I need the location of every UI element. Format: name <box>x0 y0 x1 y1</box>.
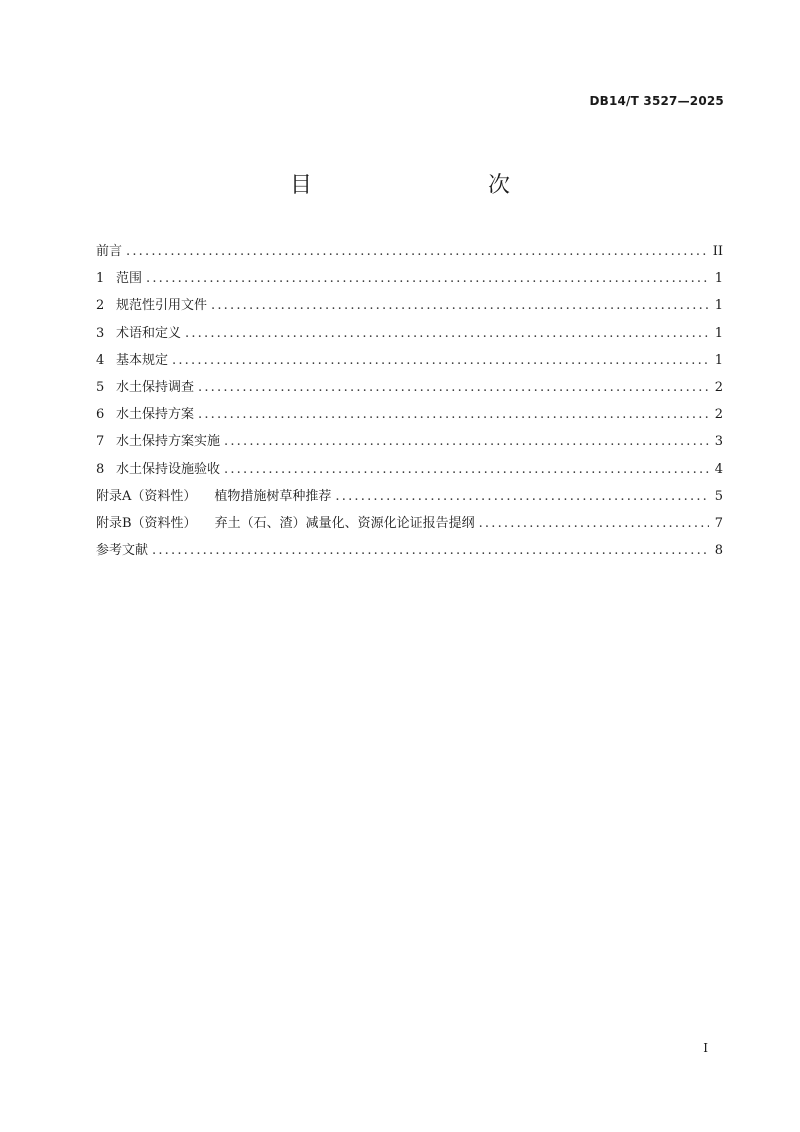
toc-entry-page: 1 <box>714 271 723 287</box>
page-number: I <box>703 1041 708 1055</box>
toc-leader-dots <box>224 461 709 479</box>
table-of-contents <box>96 243 723 569</box>
toc-entry-normative-references[interactable] <box>96 297 723 324</box>
toc-leader-dots <box>479 515 709 533</box>
toc-entry-number: 6 <box>96 407 105 423</box>
toc-entry-label: 水土保持设施验收 <box>116 461 221 477</box>
toc-entry-foreword[interactable] <box>96 243 723 270</box>
toc-entry-page: 4 <box>714 461 723 477</box>
toc-entry-label: 水土保持方案实施 <box>116 434 221 450</box>
toc-entry-page: II <box>712 244 723 259</box>
toc-entry-page: 1 <box>714 352 723 368</box>
toc-leader-dots <box>185 325 709 343</box>
toc-entry-label: 前言 <box>96 244 123 259</box>
toc-entry-label: 基本规定 <box>116 352 169 368</box>
toc-entry-page: 5 <box>714 488 723 504</box>
toc-entry-appendix-a[interactable] <box>96 488 723 515</box>
toc-entry-number: 5 <box>96 379 105 395</box>
toc-entry-number: 2 <box>96 298 105 314</box>
toc-entry-page: 8 <box>714 543 723 559</box>
toc-entry-number: 4 <box>96 352 105 368</box>
toc-leader-dots <box>126 243 709 261</box>
toc-entry-page: 7 <box>714 515 723 531</box>
toc-entry-page: 1 <box>714 325 723 341</box>
toc-entry-plan[interactable] <box>96 406 723 433</box>
toc-entry-page: 1 <box>714 298 723 314</box>
toc-leader-dots <box>224 433 709 451</box>
toc-entry-page: 2 <box>714 407 723 423</box>
document-code: DB14/T 3527—2025 <box>589 94 724 108</box>
appendix-title: 植物措施树草种推荐 <box>214 488 332 504</box>
toc-entry-label: 范围 <box>116 271 143 287</box>
toc-leader-dots <box>198 379 709 397</box>
toc-entry-number: 7 <box>96 434 105 450</box>
toc-entry-terms-definitions[interactable] <box>96 325 723 352</box>
toc-leader-dots <box>152 542 709 560</box>
toc-entry-plan-implementation[interactable] <box>96 433 723 460</box>
toc-leader-dots <box>335 488 709 506</box>
appendix-designation: 附录B（资料性） <box>96 515 197 531</box>
appendix-title: 弃土（石、渣）减量化、资源化论证报告提纲 <box>214 515 475 531</box>
toc-entry-bibliography[interactable] <box>96 542 723 569</box>
toc-entry-label: 水土保持调查 <box>116 379 195 395</box>
page-title: 目 次 <box>289 173 554 198</box>
toc-entry-investigation[interactable] <box>96 379 723 406</box>
toc-entry-number: 1 <box>96 271 105 287</box>
toc-entry-label: 术语和定义 <box>116 325 182 341</box>
toc-entry-label: 参考文献 <box>96 543 149 559</box>
toc-entry-number: 3 <box>96 325 105 341</box>
toc-leader-dots <box>211 297 709 315</box>
toc-entry-scope[interactable] <box>96 270 723 297</box>
toc-entry-acceptance[interactable] <box>96 461 723 488</box>
toc-entry-appendix-b[interactable] <box>96 515 723 542</box>
toc-leader-dots <box>198 406 709 424</box>
toc-entry-label: 规范性引用文件 <box>116 298 208 314</box>
toc-leader-dots <box>172 352 709 370</box>
toc-leader-dots <box>146 270 709 288</box>
toc-entry-number: 8 <box>96 461 105 477</box>
toc-entry-page: 3 <box>714 434 723 450</box>
toc-entry-basic-provisions[interactable] <box>96 352 723 379</box>
appendix-designation: 附录A（资料性） <box>96 488 197 504</box>
toc-entry-label: 水土保持方案 <box>116 407 195 423</box>
toc-entry-label <box>96 515 475 533</box>
toc-entry-label <box>96 488 331 506</box>
toc-entry-page: 2 <box>714 379 723 395</box>
